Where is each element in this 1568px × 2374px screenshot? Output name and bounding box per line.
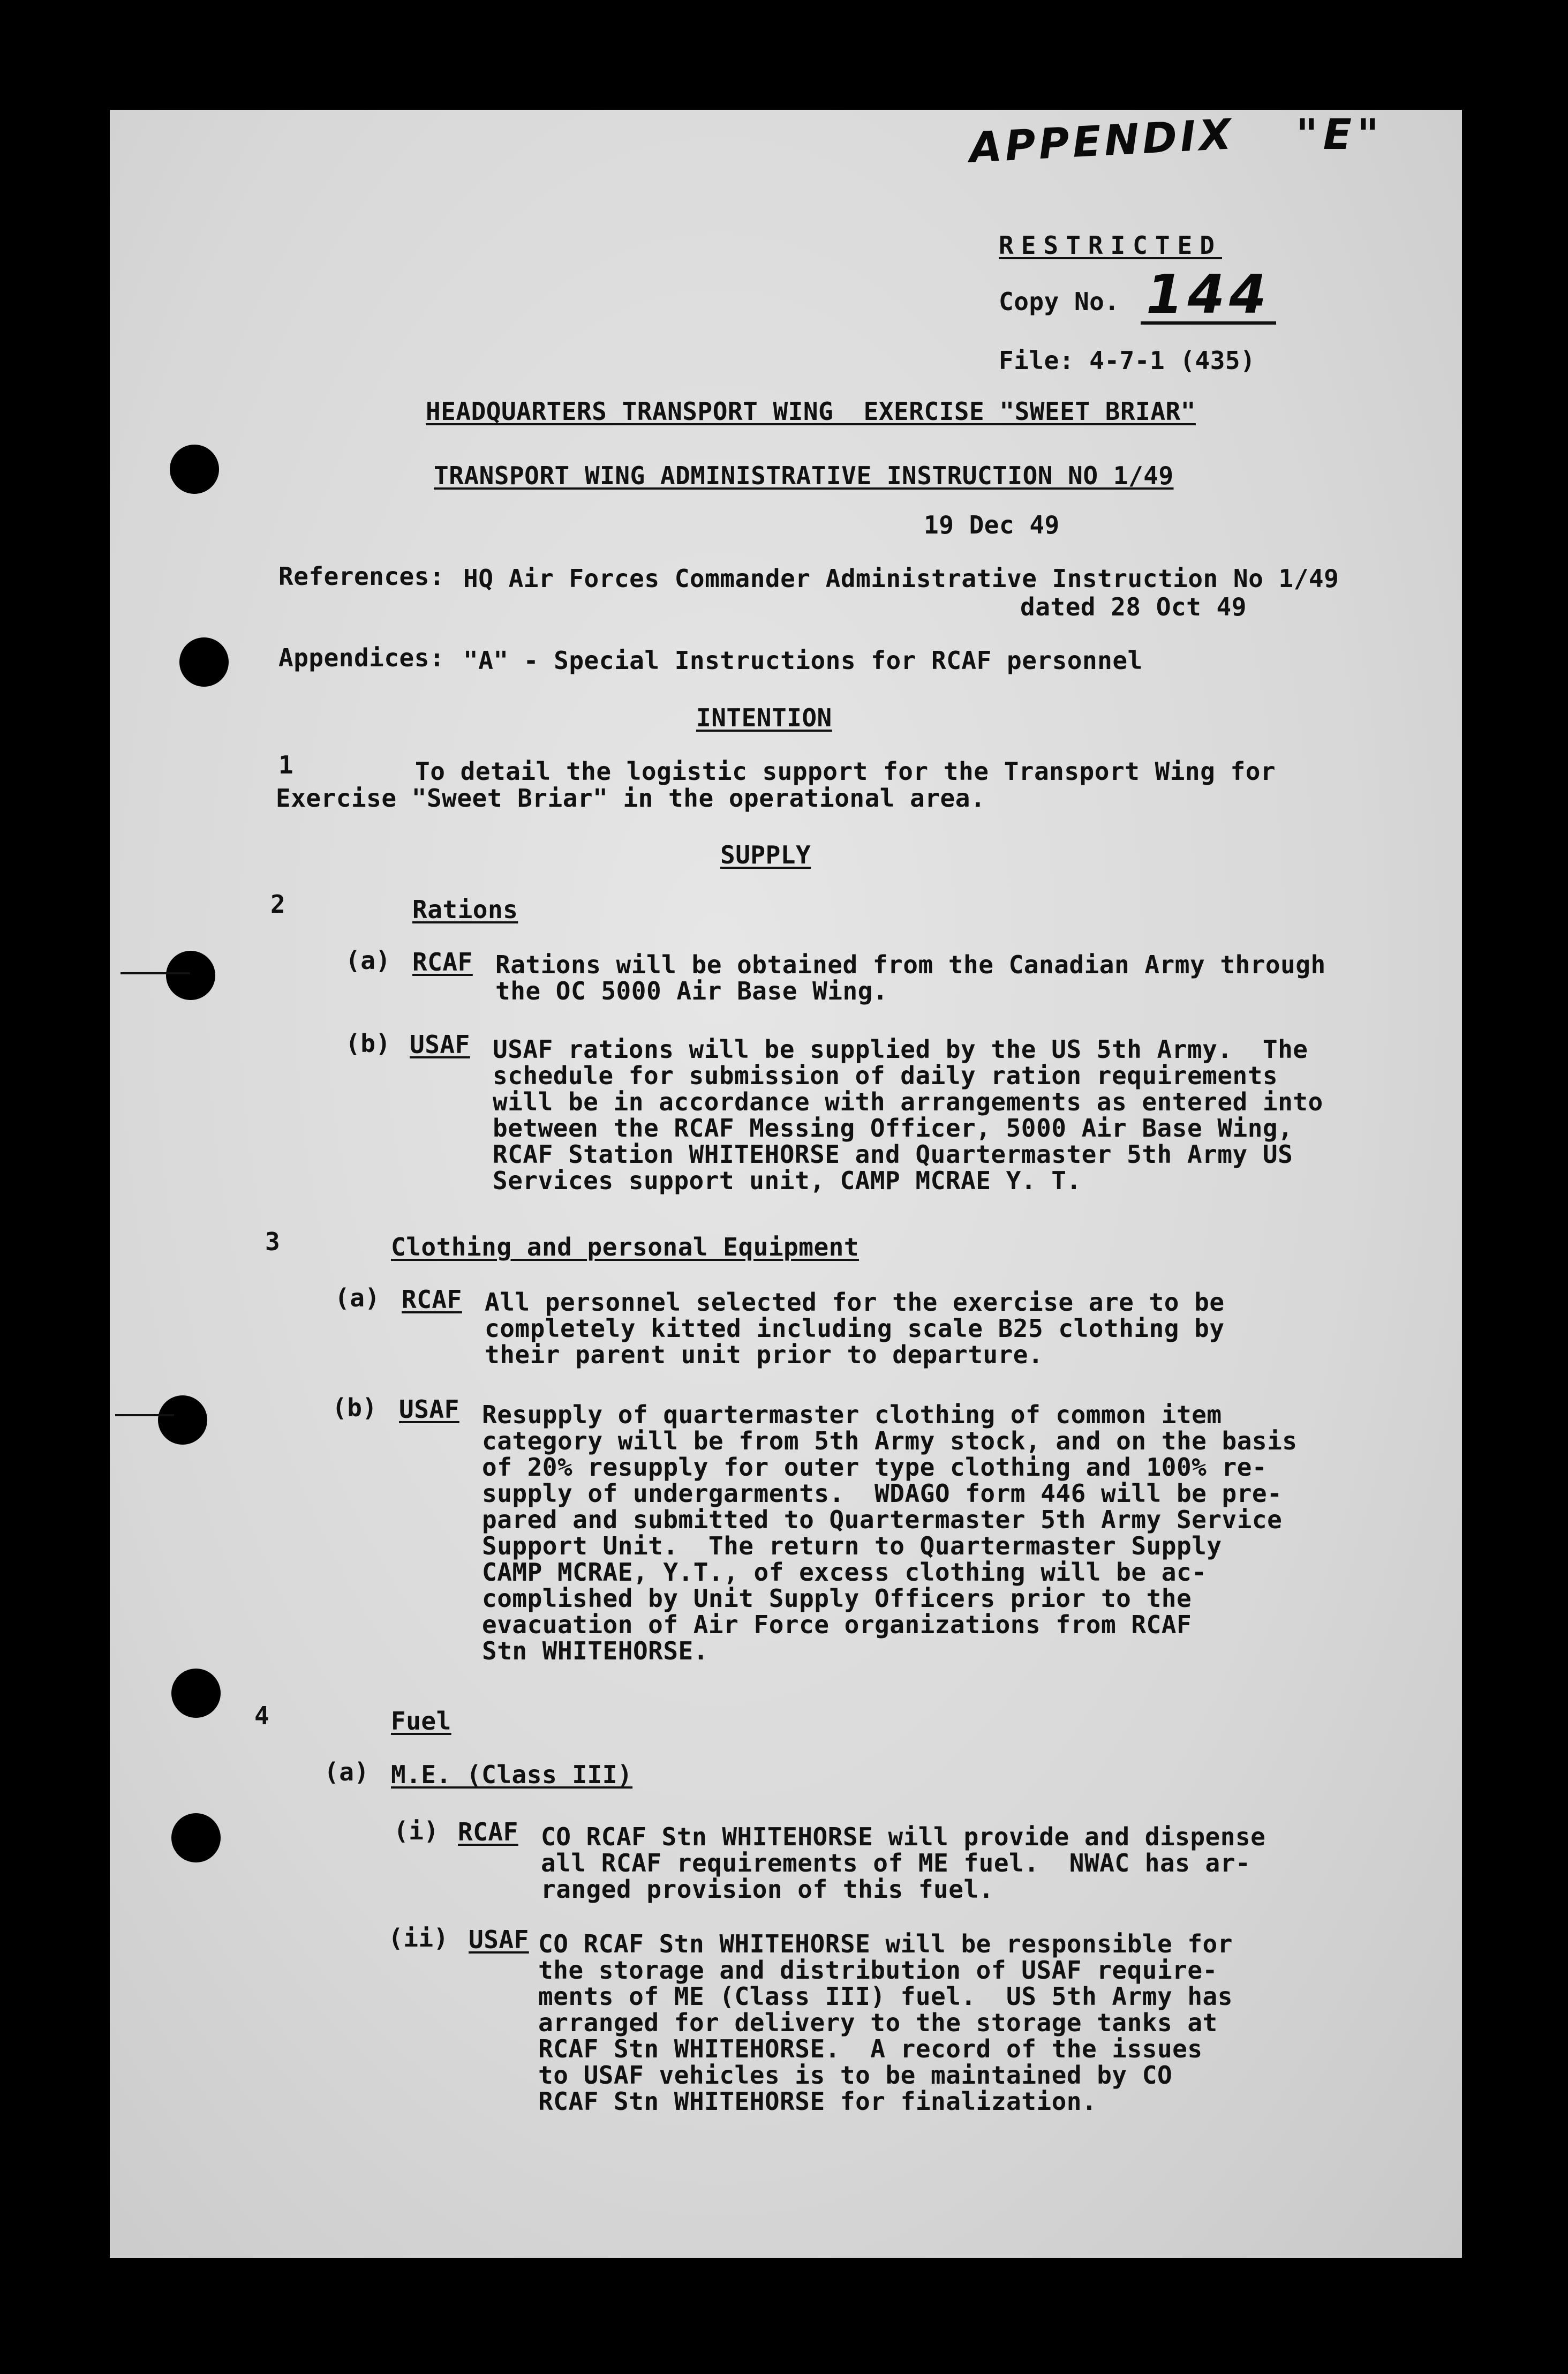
para-2-number: 2 bbox=[270, 890, 286, 919]
references-line-2: dated 28 Oct 49 bbox=[1020, 592, 1247, 621]
text-line: the storage and distribution of USAF require- bbox=[538, 1956, 1218, 1985]
para-4ai-text bbox=[541, 1824, 1265, 1903]
text-line: between the RCAF Messing Officer, 5000 Air Base Wing, bbox=[493, 1114, 1293, 1143]
references-line-1: HQ Air Forces Commander Administrative Instruction No 1/49 bbox=[463, 564, 1339, 593]
appendix-letter-handwritten: "E" bbox=[1296, 111, 1384, 159]
text-line: schedule for submission of daily ration requirements bbox=[493, 1061, 1278, 1090]
punch-hole bbox=[170, 445, 219, 494]
text-line: Stn WHITEHORSE. bbox=[482, 1636, 708, 1665]
text-line: completely kitted including scale B25 clothing by bbox=[485, 1314, 1225, 1343]
document-page bbox=[110, 110, 1462, 2258]
punch-hole bbox=[171, 1669, 221, 1718]
text-line: arranged for delivery to the storage tanks at bbox=[538, 2008, 1218, 2037]
text-line: Services support unit, CAMP MCRAE Y. T. bbox=[493, 1166, 1082, 1195]
text-line: RCAF Stn WHITEHORSE for finalization. bbox=[538, 2087, 1097, 2116]
classification-label: RESTRICTED bbox=[999, 231, 1222, 260]
copy-number-handwritten: 144 bbox=[1141, 268, 1276, 325]
intention-line-1: To detail the logistic support for the Transport Wing for bbox=[415, 757, 1276, 786]
para-2b-label: (b) bbox=[345, 1029, 391, 1058]
para-3b-label: (b) bbox=[332, 1393, 378, 1422]
text-line: complished by Unit Supply Officers prior to the bbox=[482, 1584, 1192, 1613]
margin-tick bbox=[120, 972, 190, 974]
para-3a-text bbox=[485, 1289, 1225, 1368]
text-line: evacuation of Air Force organizations from RCAF bbox=[482, 1610, 1192, 1639]
text-line: Resupply of quartermaster clothing of common item bbox=[482, 1400, 1222, 1429]
text-line: RCAF Stn WHITEHORSE. A record of the issues bbox=[538, 2034, 1203, 2063]
text-line: of 20% resupply for outer type clothing and 100% re- bbox=[482, 1453, 1268, 1482]
margin-tick bbox=[115, 1414, 174, 1416]
document-date: 19 Dec 49 bbox=[924, 510, 1060, 539]
copy-label: Copy No. bbox=[999, 287, 1120, 316]
para-4a-label: (a) bbox=[324, 1757, 370, 1786]
references-label: References: bbox=[278, 562, 445, 591]
para-2a-text bbox=[495, 952, 1326, 1004]
text-line: all RCAF requirements of ME fuel. NWAC has ar- bbox=[541, 1849, 1251, 1877]
para-2a-tag: RCAF bbox=[412, 948, 473, 976]
intention-heading: INTENTION bbox=[696, 703, 832, 732]
para-1-number: 1 bbox=[278, 750, 294, 779]
para-4ai-label: (i) bbox=[394, 1816, 439, 1845]
rations-heading: Rations bbox=[412, 895, 518, 924]
text-line: CO RCAF Stn WHITEHORSE will provide and dispense bbox=[541, 1822, 1266, 1851]
para-3-number: 3 bbox=[265, 1227, 281, 1256]
para-3b-text bbox=[482, 1402, 1298, 1664]
appendices-text: "A" - Special Instructions for RCAF personnel bbox=[463, 646, 1143, 675]
para-3a-label: (a) bbox=[335, 1283, 380, 1312]
punch-hole bbox=[179, 637, 229, 687]
text-line: ments of ME (Class III) fuel. US 5th Army has bbox=[538, 1982, 1233, 2011]
para-4aii-tag: USAF bbox=[469, 1925, 529, 1954]
text-line: pared and submitted to Quartermaster 5th Army Service bbox=[482, 1505, 1283, 1534]
punch-hole bbox=[158, 1395, 207, 1445]
para-4aii-text bbox=[538, 1931, 1233, 2115]
text-line: CAMP MCRAE, Y.T., of excess clothing will be ac- bbox=[482, 1558, 1207, 1587]
appendices-label: Appendices: bbox=[278, 643, 445, 672]
para-4a-heading: M.E. (Class III) bbox=[391, 1760, 633, 1789]
supply-heading: SUPPLY bbox=[720, 840, 811, 869]
para-3b-tag: USAF bbox=[399, 1395, 459, 1424]
para-2a-label: (a) bbox=[345, 946, 391, 975]
text-line: USAF rations will be supplied by the US 5th Army. The bbox=[493, 1035, 1308, 1064]
fuel-heading: Fuel bbox=[391, 1707, 451, 1736]
appendix-handwritten: APPENDIX bbox=[968, 110, 1236, 172]
text-line: Rations will be obtained from the Canadian Army through bbox=[495, 950, 1326, 979]
text-line: ranged provision of this fuel. bbox=[541, 1875, 994, 1904]
text-line: their parent unit prior to departure. bbox=[485, 1340, 1044, 1369]
text-line: All personnel selected for the exercise are to be bbox=[485, 1288, 1225, 1317]
text-line: the OC 5000 Air Base Wing. bbox=[495, 976, 888, 1005]
file-reference: File: 4-7-1 (435) bbox=[999, 346, 1256, 375]
text-line: RCAF Station WHITEHORSE and Quartermaster 5th Army US bbox=[493, 1140, 1293, 1169]
text-line: to USAF vehicles is to be maintained by CO bbox=[538, 2061, 1173, 2090]
text-line: supply of undergarments. WDAGO form 446 will be pre- bbox=[482, 1479, 1283, 1508]
para-2b-tag: USAF bbox=[410, 1030, 470, 1059]
text-line: category will be from 5th Army stock, and on the basis bbox=[482, 1426, 1298, 1455]
para-3a-tag: RCAF bbox=[402, 1285, 462, 1314]
para-4-number: 4 bbox=[254, 1701, 270, 1730]
title-line-2: TRANSPORT WING ADMINISTRATIVE INSTRUCTION NO 1/49 bbox=[434, 461, 1174, 490]
punch-hole bbox=[171, 1813, 221, 1862]
para-2b-text bbox=[493, 1036, 1323, 1194]
intention-line-2: Exercise "Sweet Briar" in the operational area. bbox=[276, 784, 986, 813]
clothing-heading: Clothing and personal Equipment bbox=[391, 1233, 860, 1261]
para-4ai-tag: RCAF bbox=[458, 1817, 518, 1846]
text-line: will be in accordance with arrangements as entered into bbox=[493, 1087, 1323, 1116]
text-line: Support Unit. The return to Quartermaster Supply bbox=[482, 1531, 1222, 1560]
title-line-1: HEADQUARTERS TRANSPORT WING EXERCISE "SWEET BRIAR" bbox=[426, 397, 1196, 426]
punch-hole bbox=[166, 951, 215, 1000]
text-line: CO RCAF Stn WHITEHORSE will be responsible for bbox=[538, 1929, 1233, 1958]
para-4aii-label: (ii) bbox=[388, 1924, 449, 1952]
